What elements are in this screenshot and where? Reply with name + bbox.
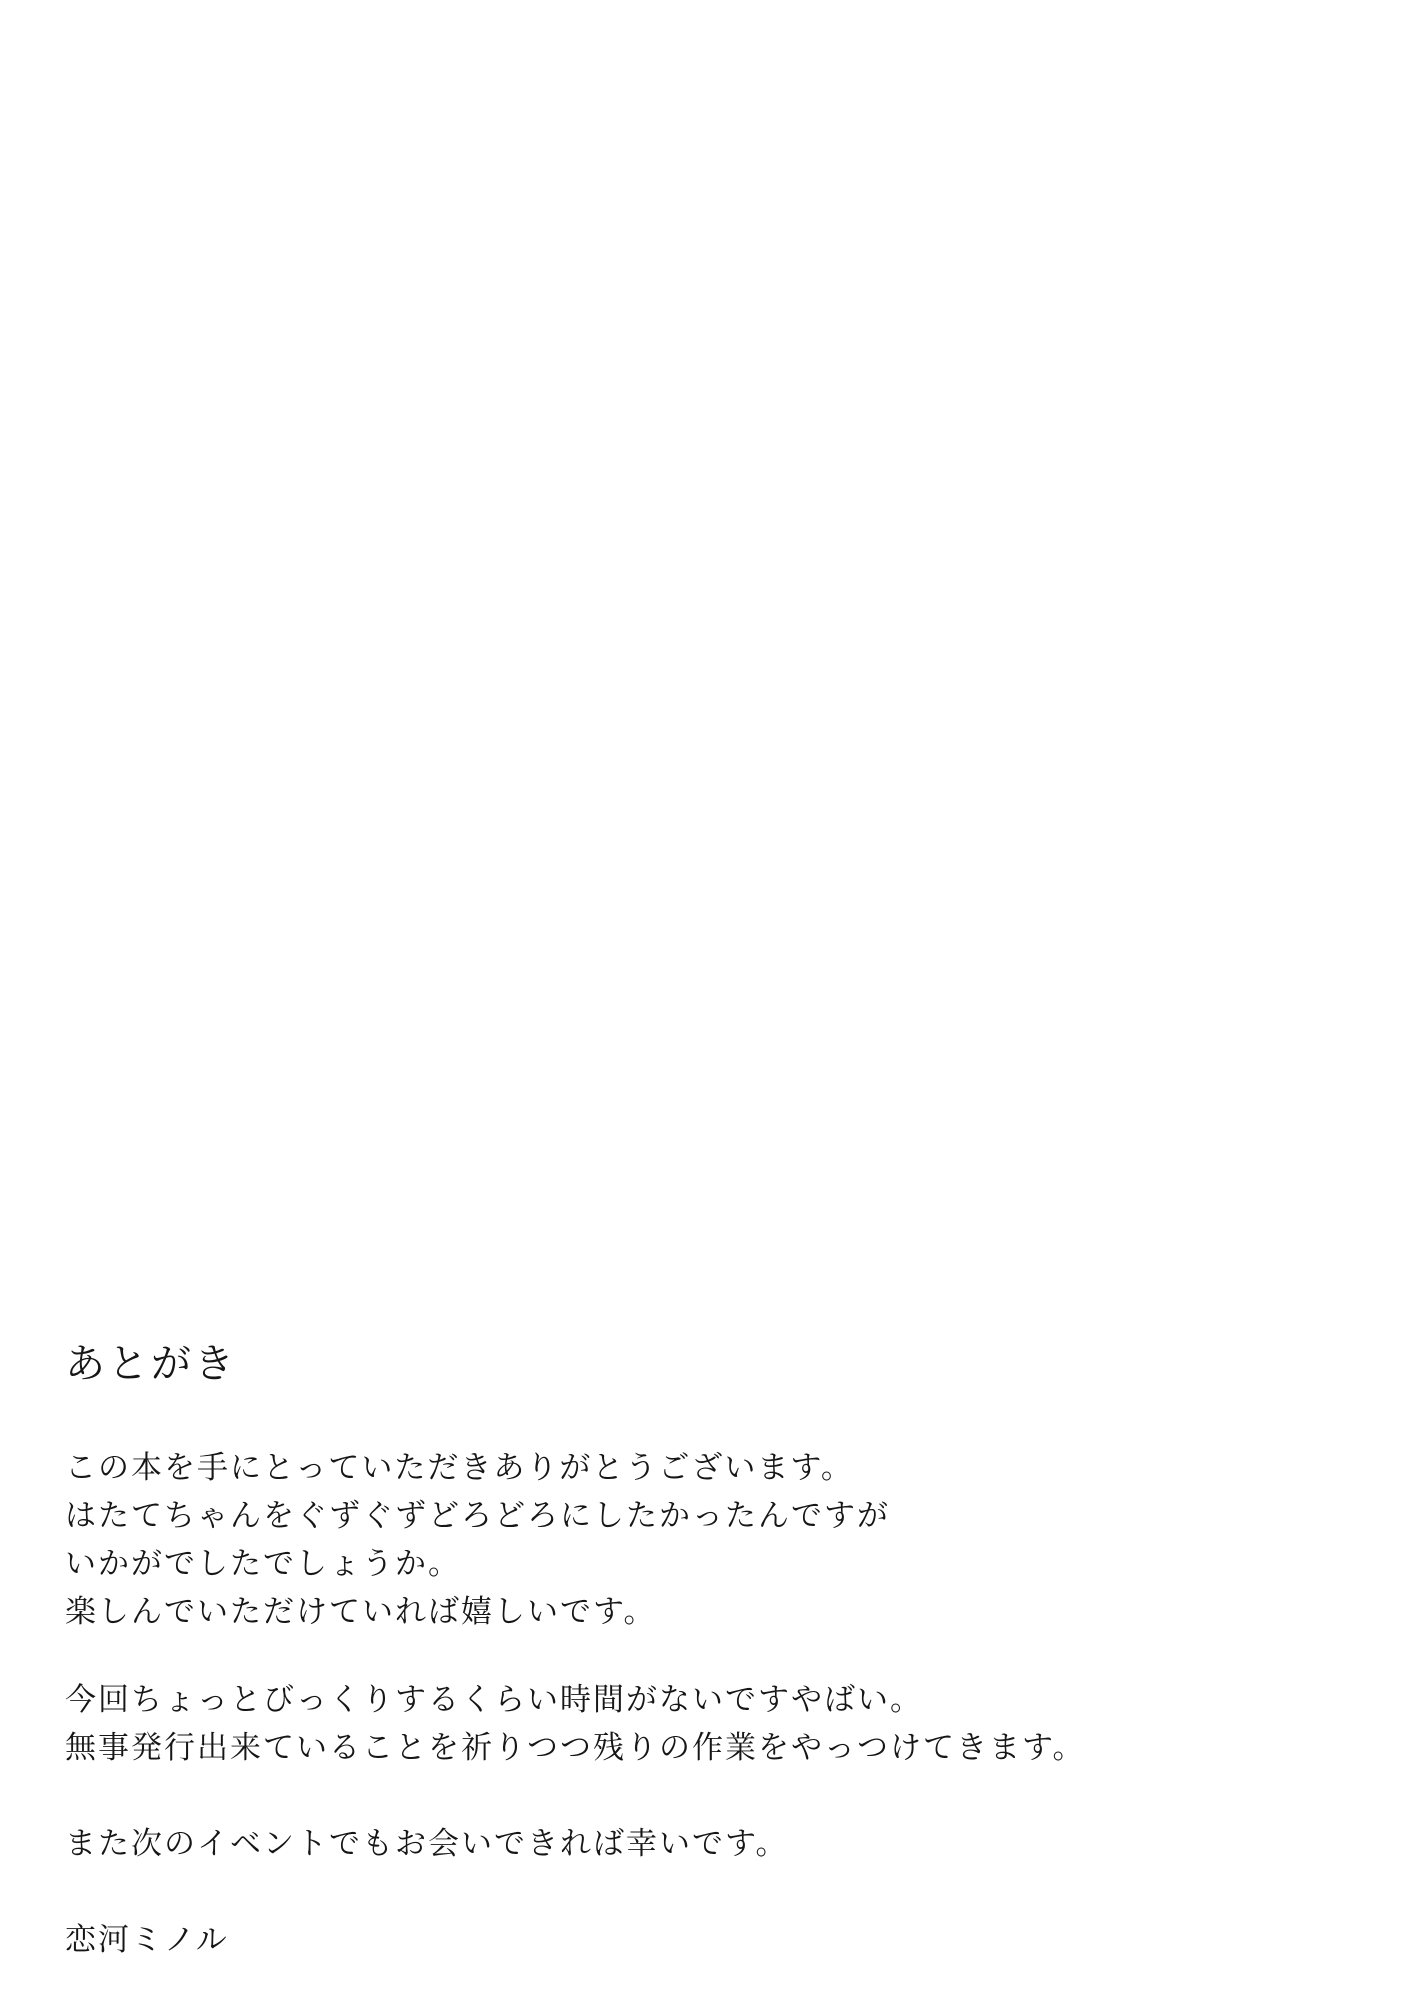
afterword-paragraph-1	[65, 1444, 1345, 1636]
afterword-line: 無事発行出来ていることを祈りつつ残りの作業をやっつけてきます。	[65, 1730, 1086, 1766]
afterword-heading: あとがき	[65, 1341, 237, 1387]
afterword-line: いかがでしたでしょうか。	[65, 1546, 461, 1582]
afterword-signature: 恋河ミノル	[65, 1922, 229, 1958]
afterword-paragraph-2	[65, 1676, 1345, 1772]
afterword-line: 楽しんでいただけていれば嬉しいです。	[65, 1594, 657, 1630]
afterword-text-block	[65, 1340, 1345, 1964]
afterword-line: 今回ちょっとびっくりするくらい時間がないですやばい。	[65, 1682, 923, 1718]
afterword-line: この本を手にとっていただきありがとうございます。	[65, 1450, 854, 1486]
afterword-line: はたてちゃんをぐずぐずどろどろにしたかったんですが	[65, 1498, 890, 1534]
afterword-paragraph-3	[65, 1820, 1345, 1868]
afterword-line: また次のイベントでもお会いできれば幸いです。	[65, 1826, 789, 1862]
